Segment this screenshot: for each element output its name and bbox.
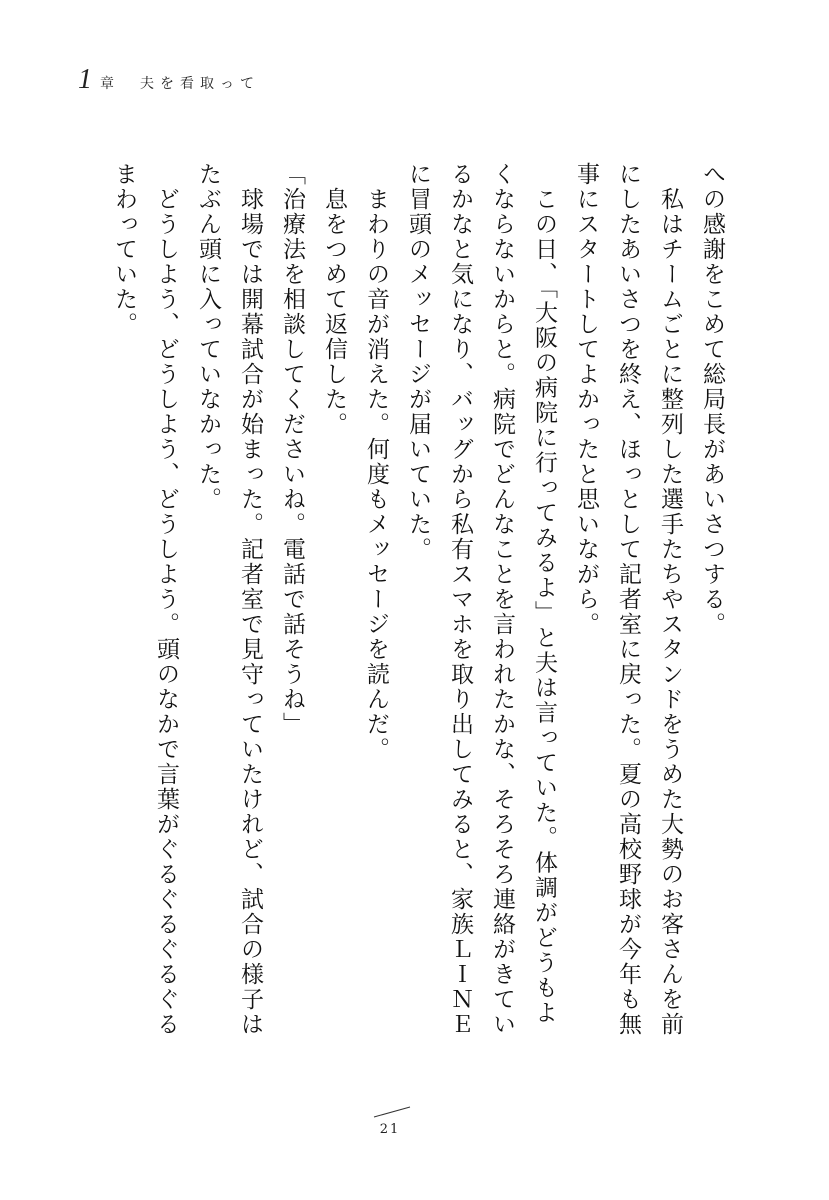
- paragraph: この日、「大阪の病院に行ってみるよ」と夫は言っていた。体調がどうもよくならないからと。病院でどんなことを言われたかな、そろそろ連絡がきているかなと気になり、バッグから私有スマホを取り出してみると、家族ＬＩＮＥに冒頭のメッセージが届いていた。: [405, 162, 557, 1037]
- paragraph: 「治療法を相談してくださいね。電話で話そうね」: [279, 162, 305, 737]
- paragraph: 息をつめて返信した。: [321, 162, 347, 437]
- paragraph: 球場では開幕試合が始まった。記者室で見守っていたけれど、試合の様子はたぶん頭に入っていなかった。: [195, 162, 263, 1037]
- folio-rule: [372, 1105, 412, 1119]
- paragraph: 私はチームごとに整列した選手たちやスタンドをうめた大勢のお客さんを前にしたあいさつを終え、ほっとして記者室に戻った。夏の高校野球が今年も無事にスタートしてよかったと思いながら。: [573, 162, 683, 1037]
- page-number: 21: [379, 1122, 401, 1137]
- paragraph: どうしよう、どうしよう、どうしよう。頭のなかで言葉がぐるぐるぐるぐるまわっていた。: [111, 162, 179, 1037]
- paragraph: まわりの音が消えた。何度もメッセージを読んだ。: [363, 162, 389, 762]
- paragraph: への感謝をこめて総局長があいさつする。: [699, 162, 725, 637]
- body-text: [113, 162, 733, 1042]
- chapter-number: 1: [78, 64, 92, 95]
- chapter-title: 章 夫を看取って: [100, 76, 260, 92]
- running-header: [78, 64, 260, 96]
